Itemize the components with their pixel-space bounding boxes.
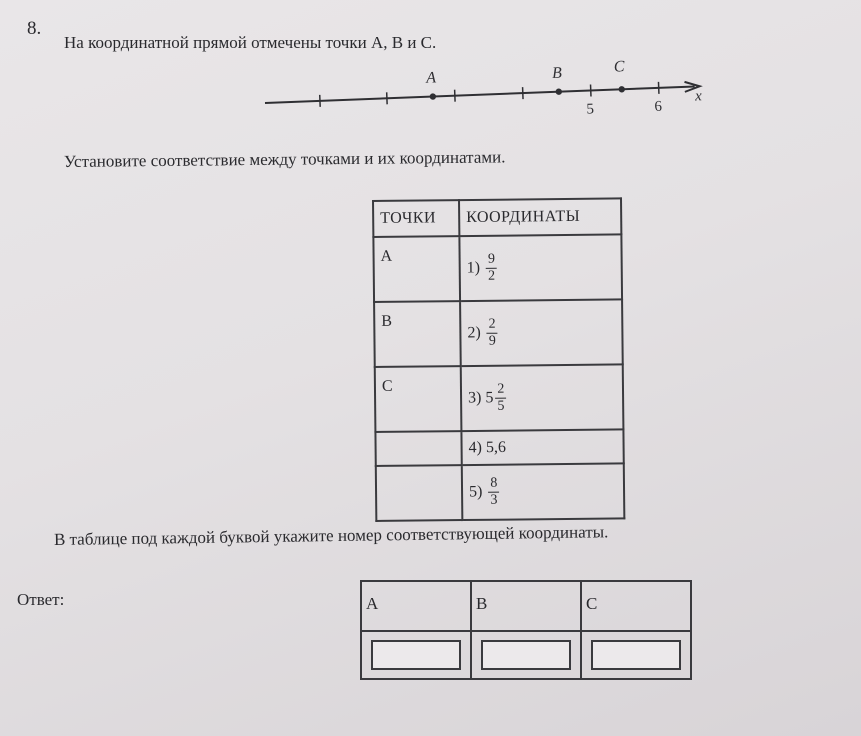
point-a-label: A [425, 69, 437, 87]
point-b-label: B [551, 64, 563, 82]
table-row [374, 299, 623, 367]
row-point: B [374, 301, 461, 367]
header-coordinates: КООРДИНАТЫ [459, 198, 621, 236]
row-point [376, 465, 463, 521]
coordinate-option: 3) 5 $\frac{2}{5}$ [461, 364, 624, 431]
row-point: C [375, 366, 462, 432]
coordinate-option: 5) $\frac{8}{3}$ [462, 463, 625, 520]
task-statement: На координатной прямой отмечены точки A, B и C. [64, 33, 437, 52]
point-c-label: C [613, 58, 625, 76]
matching-table [372, 197, 625, 522]
table-row [375, 429, 623, 466]
table-row [376, 463, 625, 521]
row-point: A [373, 236, 460, 302]
tick-label-5: 5 [586, 101, 595, 118]
header-points: ТОЧКИ [373, 200, 459, 237]
task-number: 8. [27, 18, 42, 39]
point-c-dot [618, 86, 625, 93]
table-row [375, 364, 624, 432]
matching-instruction: Установите соответствие между точками и их координатами. [63, 147, 506, 171]
answer-header-c: C [581, 581, 691, 631]
number-line [265, 55, 715, 118]
tick-label-6: 6 [654, 98, 663, 116]
coordinate-option: 1) $\frac{9}{2}$ [459, 234, 622, 301]
fraction: $\frac{2}{5}$ [497, 381, 505, 414]
coordinate-option: 4) 5,6 [461, 429, 623, 465]
answer-box-b[interactable] [481, 640, 571, 670]
answer-box-a[interactable] [371, 640, 461, 670]
coordinate-option: 2) $\frac{2}{9}$ [460, 299, 623, 366]
row-point [375, 431, 461, 466]
answer-table [360, 580, 692, 680]
axis-label: x [694, 88, 703, 105]
answer-header-b: B [471, 581, 581, 631]
point-b-dot [555, 88, 562, 95]
fraction: $\frac{2}{9}$ [488, 316, 496, 349]
fraction: $\frac{9}{2}$ [487, 251, 496, 284]
answer-box-c[interactable] [591, 640, 681, 670]
fraction: $\frac{8}{3}$ [490, 475, 498, 508]
table-row [373, 234, 622, 302]
number-line-axis [265, 86, 695, 103]
answer-label: Ответ: [17, 590, 65, 609]
mixed-whole: 5 [485, 389, 494, 407]
answer-instruction: В таблице под каждой буквой укажите номер соответствующей координаты. [53, 522, 609, 549]
point-a-dot [430, 93, 437, 100]
table-header-row [373, 198, 621, 237]
answer-header-a: A [361, 581, 471, 631]
